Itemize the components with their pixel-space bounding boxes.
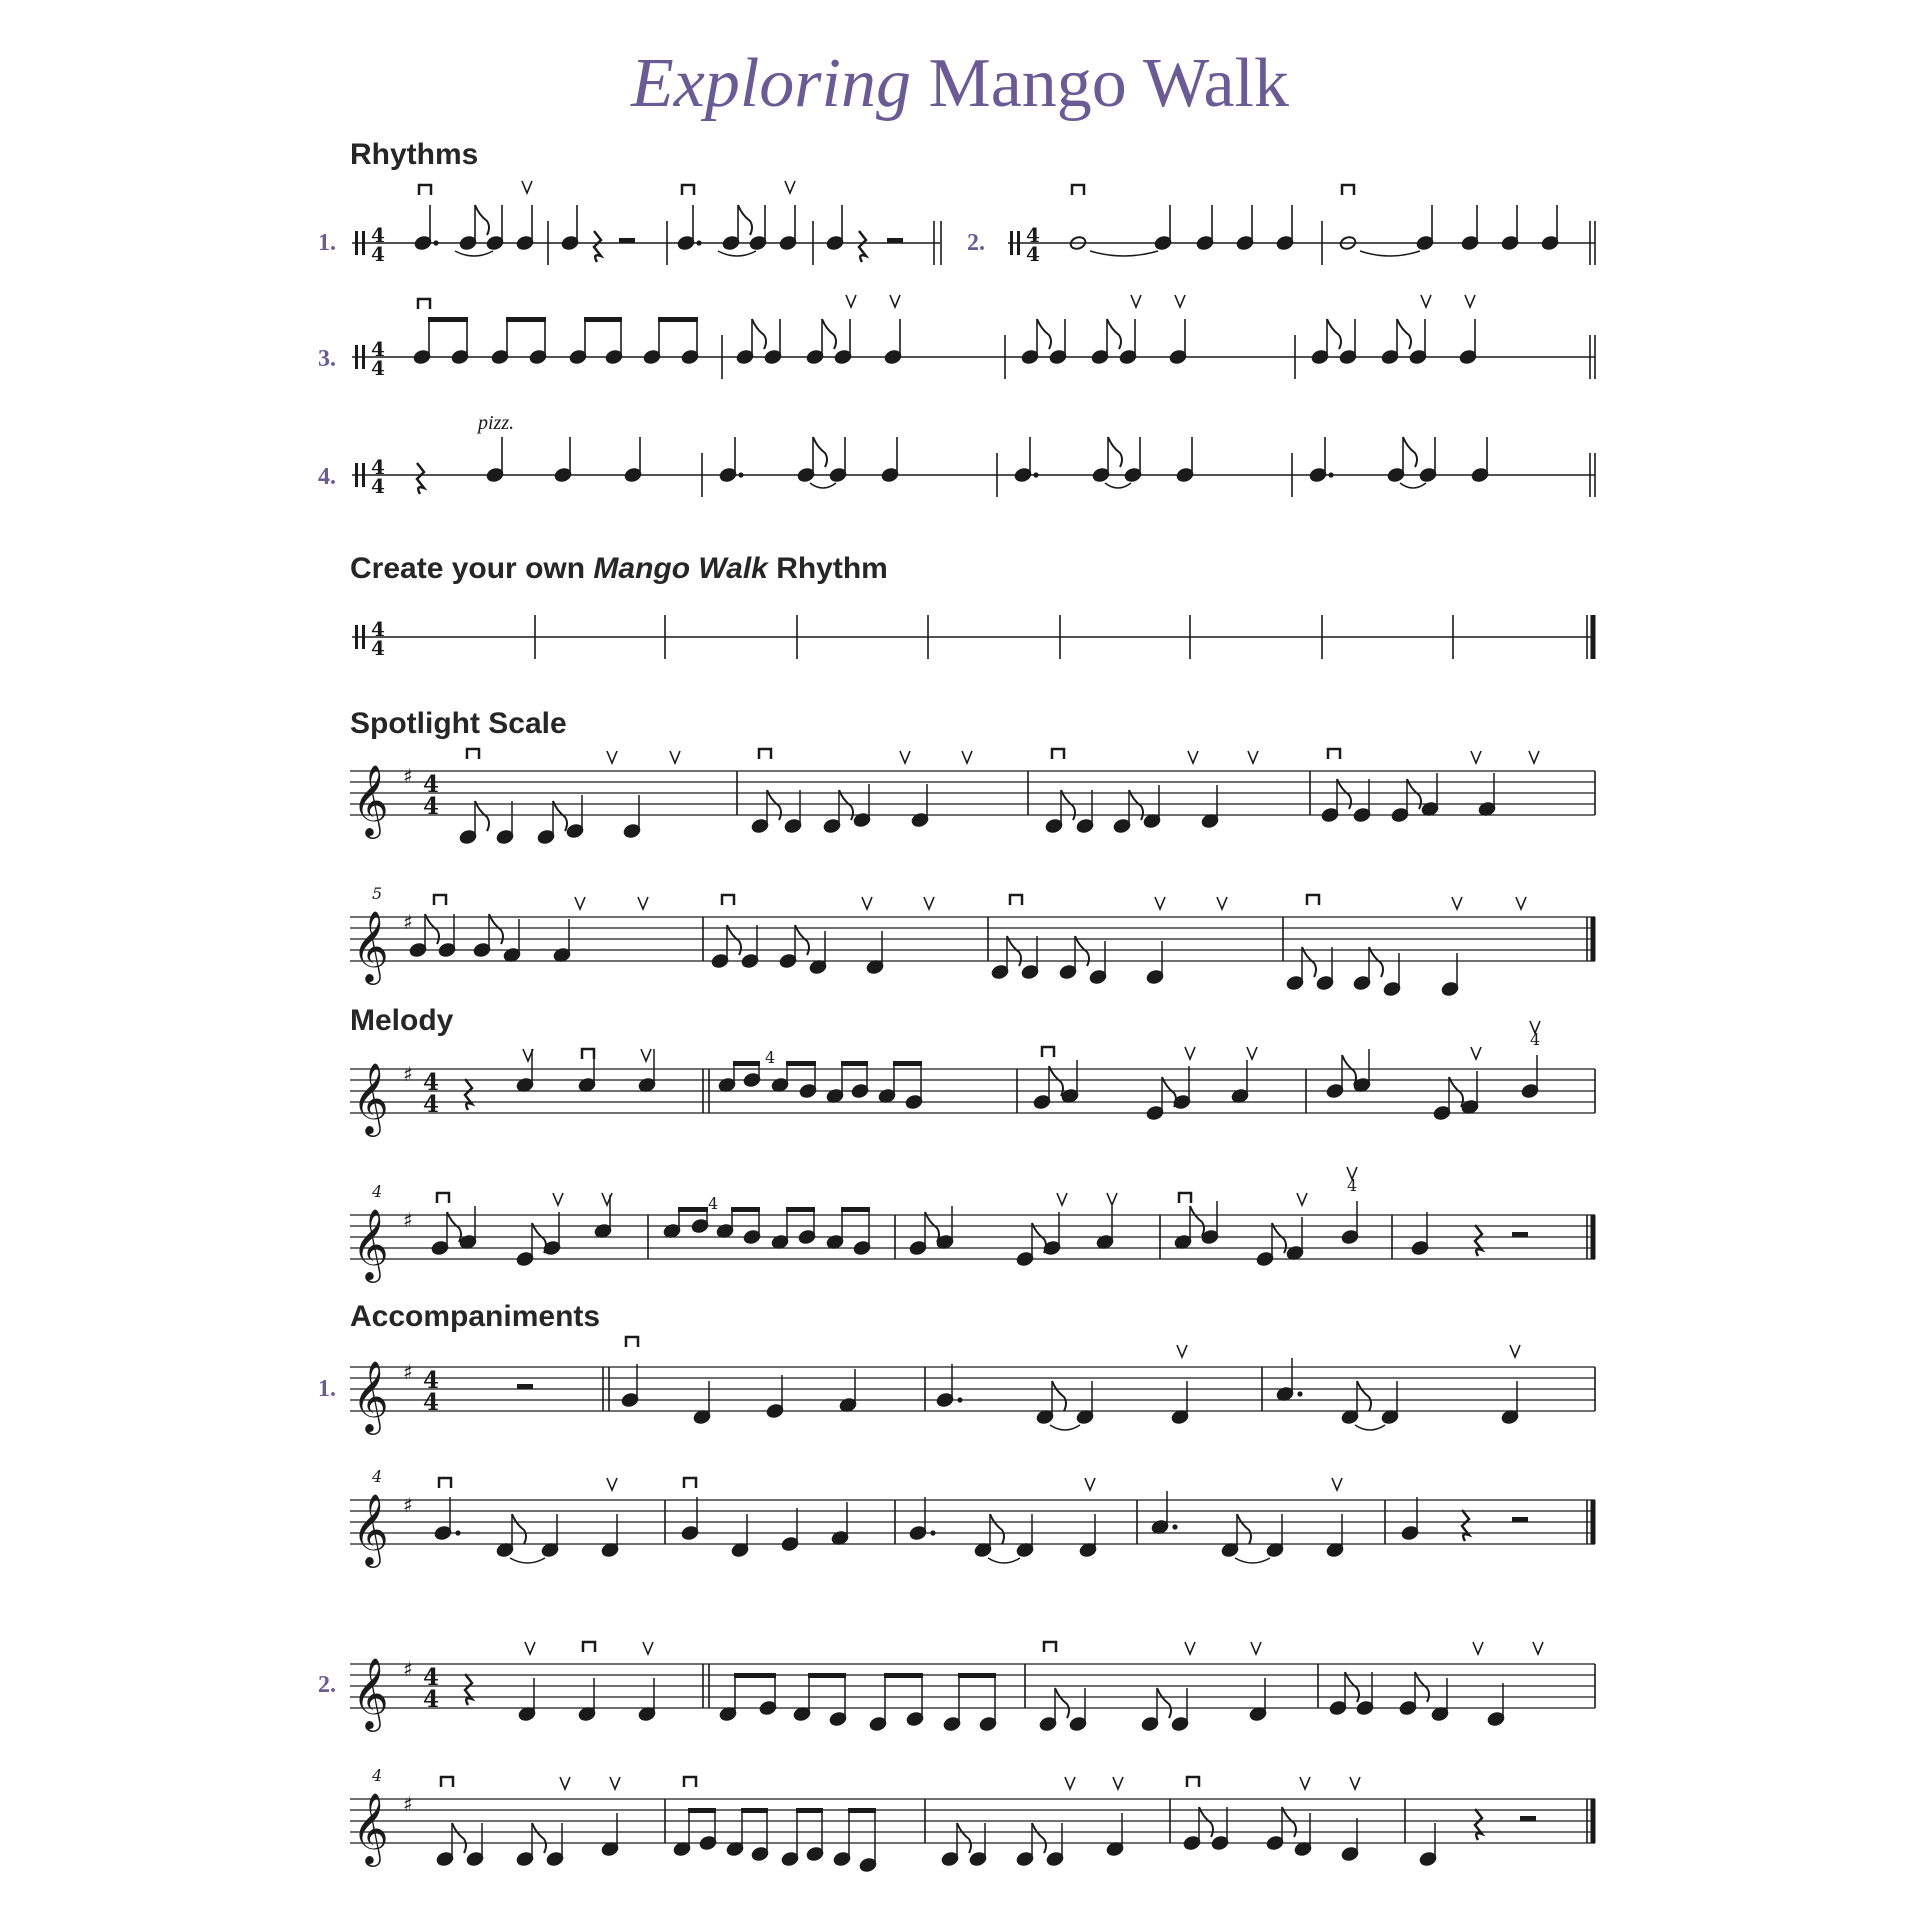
- fingering-number: 4: [1530, 1030, 1541, 1049]
- up-bow-mark: [1217, 897, 1227, 909]
- up-bow-mark: [1350, 1777, 1360, 1789]
- create-italic: Mango Walk: [593, 552, 768, 585]
- up-bow-mark: [1516, 897, 1526, 909]
- tie: [1235, 1558, 1270, 1563]
- sharp-icon: ♯: [403, 1493, 413, 1517]
- beam: [678, 1207, 708, 1212]
- measure-number: 4: [372, 1467, 383, 1486]
- up-bow-mark: [962, 751, 972, 763]
- up-bow-mark: [1247, 1047, 1257, 1059]
- treble-clef-icon: 𝄞: [352, 1492, 389, 1565]
- up-bow-mark: [560, 1777, 570, 1789]
- treble-clef-icon: 𝄞: [352, 1791, 389, 1864]
- fingering-number: 4: [1347, 1176, 1358, 1195]
- note-flag: [1107, 319, 1121, 349]
- sharp-icon: ♯: [403, 1792, 413, 1816]
- up-bow-mark: [1185, 1642, 1195, 1654]
- up-bow-mark: [1155, 897, 1165, 909]
- up-bow-mark: [1175, 295, 1185, 307]
- fingering-number: 4: [765, 1048, 776, 1067]
- heading-accompaniments: Accompaniments: [350, 1300, 601, 1333]
- up-bow-mark: [607, 751, 617, 763]
- down-bow-mark: [441, 1777, 453, 1787]
- dot: [1033, 472, 1038, 477]
- up-bow-mark: [641, 1049, 651, 1061]
- up-bow-mark: [924, 897, 934, 909]
- time-signature-bottom: 4: [423, 1091, 440, 1118]
- quarter-rest: [594, 231, 601, 262]
- beam: [733, 1061, 760, 1066]
- up-bow-mark: [1251, 1642, 1261, 1654]
- quarter-rest: [859, 231, 866, 262]
- rhythm-number-1: 1.: [318, 230, 336, 256]
- down-bow-mark: [759, 749, 771, 759]
- down-bow-mark: [419, 185, 431, 195]
- down-bow-mark: [582, 1049, 594, 1059]
- rhythm-number-2: 2.: [967, 230, 985, 256]
- time-signature-top: 4: [423, 1664, 440, 1691]
- title-regular: Mango Walk: [910, 45, 1289, 122]
- heading-melody: Melody: [350, 1004, 454, 1037]
- sharp-icon: ♯: [403, 910, 413, 934]
- up-bow-mark: [643, 1642, 653, 1654]
- up-bow-mark: [1471, 751, 1481, 763]
- quarter-rest: [417, 463, 424, 494]
- note-flag: [1327, 319, 1341, 349]
- up-bow-mark: [1057, 1193, 1067, 1205]
- up-bow-mark: [607, 1478, 617, 1490]
- down-bow-mark: [684, 1478, 696, 1488]
- time-signature-bottom: 4: [423, 1686, 440, 1713]
- half-rest: [1512, 1517, 1528, 1522]
- note-flag: [452, 1823, 466, 1853]
- dot: [957, 1397, 962, 1402]
- dot: [433, 240, 438, 245]
- time-signature-top: 4: [423, 1069, 440, 1096]
- tie: [1355, 1425, 1385, 1430]
- up-bow-mark: [1533, 1642, 1543, 1654]
- heading-rhythms: Rhythms: [350, 138, 479, 171]
- up-bow-mark: [1107, 1193, 1117, 1205]
- up-bow-mark: [670, 751, 680, 763]
- tie: [1400, 483, 1426, 488]
- beam: [786, 1207, 815, 1212]
- note-flag: [813, 437, 827, 467]
- down-bow-mark: [467, 749, 479, 759]
- note-flag: [553, 801, 567, 831]
- sharp-icon: ♯: [403, 1657, 413, 1681]
- time-signature-top: 4: [1026, 223, 1040, 247]
- up-bow-mark: [1471, 1047, 1481, 1059]
- tie: [455, 251, 493, 256]
- quarter-rest: [1462, 1510, 1469, 1541]
- beam: [796, 1808, 823, 1813]
- beam: [808, 1673, 846, 1678]
- note-flag: [1032, 1823, 1046, 1853]
- dot: [455, 1530, 460, 1535]
- half-rest: [619, 238, 635, 243]
- rhythm-number-4: 4.: [318, 464, 336, 490]
- up-bow-mark: [1332, 1478, 1342, 1490]
- rhythm-number-3: 3.: [318, 346, 336, 372]
- beam: [841, 1207, 870, 1212]
- up-bow-mark: [1465, 295, 1475, 307]
- time-signature-top: 4: [371, 455, 385, 479]
- down-bow-mark: [1307, 895, 1319, 905]
- time-signature-top: 4: [371, 337, 385, 361]
- time-signature-bottom: 4: [423, 1389, 440, 1416]
- dot: [1297, 1391, 1302, 1396]
- down-bow-mark: [1042, 1047, 1054, 1057]
- time-signature-bottom: 4: [371, 242, 385, 266]
- up-bow-mark: [862, 897, 872, 909]
- down-bow-mark: [1010, 895, 1022, 905]
- sharp-icon: ♯: [403, 1360, 413, 1384]
- up-bow-mark: [900, 751, 910, 763]
- beam: [731, 1207, 760, 1212]
- note-flag: [1108, 437, 1122, 467]
- up-bow-mark: [1185, 1047, 1195, 1059]
- create-suffix: Rhythm: [767, 552, 888, 585]
- tie: [718, 251, 756, 256]
- time-signature-top: 4: [423, 1367, 440, 1394]
- dot: [1328, 472, 1333, 477]
- measure-number: 4: [372, 1182, 383, 1201]
- note-flag: [1237, 1514, 1251, 1544]
- accompaniment-number-1: 1.: [318, 1376, 336, 1402]
- quarter-rest: [465, 1674, 472, 1705]
- up-bow-mark: [1177, 1345, 1187, 1357]
- tie: [988, 1558, 1020, 1563]
- half-rest: [517, 1384, 533, 1389]
- quarter-rest: [465, 1079, 472, 1110]
- up-bow-mark: [1131, 295, 1141, 307]
- fingering-number: 4: [708, 1194, 719, 1213]
- up-bow-mark: [610, 1777, 620, 1789]
- dot: [738, 472, 743, 477]
- up-bow-mark: [1188, 751, 1198, 763]
- quarter-rest: [1475, 1225, 1482, 1256]
- time-signature-top: 4: [371, 223, 385, 247]
- heading-spotlight-scale: Spotlight Scale: [350, 707, 567, 740]
- half-rest: [1520, 1816, 1536, 1821]
- down-bow-mark: [722, 895, 734, 905]
- note-flag: [1397, 319, 1411, 349]
- beam: [658, 317, 698, 322]
- tie: [1090, 251, 1158, 256]
- beam: [884, 1673, 923, 1678]
- down-bow-mark: [1052, 749, 1064, 759]
- up-bow-mark: [525, 1642, 535, 1654]
- treble-clef-icon: 𝄞: [352, 909, 389, 982]
- up-bow-mark: [1529, 751, 1539, 763]
- beam: [893, 1061, 922, 1066]
- up-bow-mark: [1085, 1478, 1095, 1490]
- beam: [841, 1061, 868, 1066]
- up-bow-mark: [1065, 1777, 1075, 1789]
- down-bow-mark: [682, 185, 694, 195]
- note-flag: [1157, 1688, 1171, 1718]
- note-flag: [957, 1823, 971, 1853]
- accompaniment-number-2: 2.: [318, 1672, 336, 1698]
- down-bow-mark: [1179, 1193, 1191, 1203]
- dot: [930, 1530, 935, 1535]
- treble-clef-icon: 𝄞: [352, 1207, 389, 1280]
- up-bow-mark: [785, 181, 795, 193]
- up-bow-mark: [1113, 1777, 1123, 1789]
- sharp-icon: ♯: [403, 1208, 413, 1232]
- title-italic: Exploring: [631, 45, 911, 122]
- up-bow-mark: [1510, 1345, 1520, 1357]
- note-flag: [1190, 1206, 1204, 1236]
- beam: [958, 1673, 996, 1678]
- beam: [428, 317, 468, 322]
- beam: [506, 317, 546, 322]
- measure-number: 5: [372, 884, 383, 903]
- down-bow-mark: [1044, 1642, 1056, 1652]
- note-flag: [990, 1514, 1004, 1544]
- tie: [1360, 251, 1420, 256]
- note-flag: [1369, 947, 1383, 977]
- time-signature-bottom: 4: [371, 636, 385, 660]
- beam: [741, 1808, 768, 1813]
- down-bow-mark: [437, 1193, 449, 1203]
- down-bow-mark: [583, 1642, 595, 1652]
- up-bow-mark: [522, 181, 532, 193]
- treble-clef-icon: 𝄞: [352, 763, 389, 836]
- up-bow-mark: [1473, 1642, 1483, 1654]
- time-signature-bottom: 4: [423, 793, 440, 820]
- down-bow-mark: [684, 1777, 696, 1787]
- half-rest: [1512, 1232, 1528, 1237]
- sharp-icon: ♯: [403, 1062, 413, 1086]
- half-rest: [887, 238, 903, 243]
- time-signature-top: 4: [423, 771, 440, 798]
- up-bow-mark: [1300, 1777, 1310, 1789]
- dot: [1172, 1524, 1177, 1529]
- up-bow-mark: [890, 295, 900, 307]
- up-bow-mark: [575, 897, 585, 909]
- down-bow-mark: [434, 895, 446, 905]
- time-signature-bottom: 4: [371, 474, 385, 498]
- note-flag: [1037, 319, 1051, 349]
- up-bow-mark: [1452, 897, 1462, 909]
- beam: [734, 1673, 776, 1678]
- beam: [584, 317, 622, 322]
- beam: [786, 1061, 816, 1066]
- tie: [1105, 483, 1131, 488]
- down-bow-mark: [1328, 749, 1340, 759]
- time-signature-bottom: 4: [1026, 242, 1040, 266]
- tie: [1050, 1425, 1080, 1430]
- down-bow-mark: [1072, 185, 1084, 195]
- tie: [510, 1558, 545, 1563]
- beam: [848, 1808, 876, 1813]
- treble-clef-icon: 𝄞: [352, 1359, 389, 1432]
- note-flag: [1357, 1381, 1371, 1411]
- up-bow-mark: [638, 897, 648, 909]
- up-bow-mark: [846, 295, 856, 307]
- note-flag: [822, 319, 836, 349]
- tie: [810, 483, 836, 488]
- note-flag: [1302, 947, 1316, 977]
- note-flag: [532, 1823, 546, 1853]
- note-flag: [1052, 1381, 1066, 1411]
- quarter-rest: [1475, 1809, 1482, 1840]
- pizz-marking: pizz.: [478, 412, 515, 434]
- down-bow-mark: [1187, 1777, 1199, 1787]
- treble-clef-icon: 𝄞: [352, 1656, 389, 1729]
- up-bow-mark: [553, 1193, 563, 1205]
- up-bow-mark: [1297, 1193, 1307, 1205]
- down-bow-mark: [1342, 185, 1354, 195]
- note-flag: [752, 319, 766, 349]
- treble-clef-icon: 𝄞: [352, 1061, 389, 1134]
- time-signature-top: 4: [371, 617, 385, 641]
- note-flag: [1055, 1688, 1069, 1718]
- down-bow-mark: [439, 1478, 451, 1488]
- dot: [696, 240, 701, 245]
- note-flag: [738, 205, 752, 235]
- down-bow-mark: [626, 1337, 638, 1347]
- up-bow-mark: [1421, 295, 1431, 307]
- up-bow-mark: [1248, 751, 1258, 763]
- down-bow-mark: [418, 299, 430, 309]
- time-signature-bottom: 4: [371, 356, 385, 380]
- note-flag: [475, 801, 489, 831]
- note-flag: [475, 205, 489, 235]
- beam: [688, 1808, 716, 1813]
- note-flag: [512, 1514, 526, 1544]
- measure-number: 4: [372, 1766, 383, 1785]
- note-flag: [1403, 437, 1417, 467]
- sharp-icon: ♯: [403, 764, 413, 788]
- create-prefix: Create your own: [350, 552, 594, 585]
